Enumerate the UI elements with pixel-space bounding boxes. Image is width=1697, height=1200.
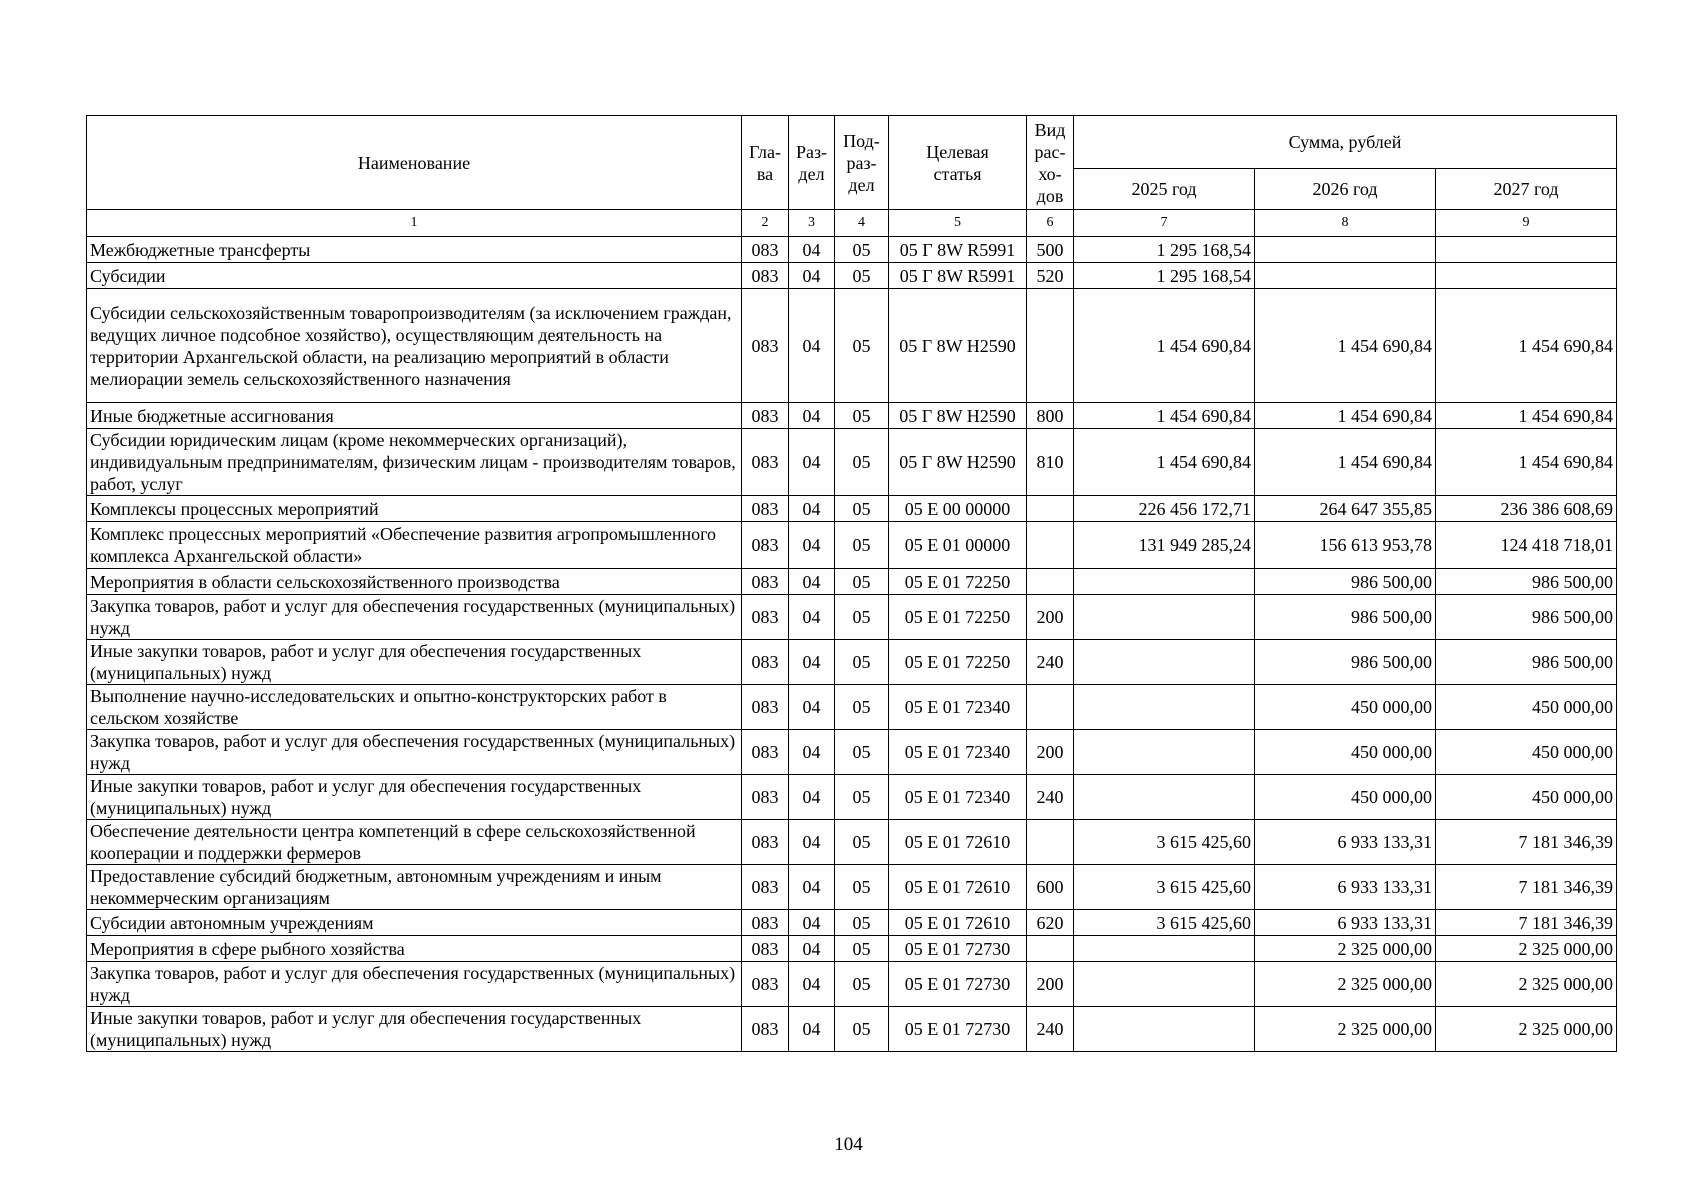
row-expense-type: 520 xyxy=(1027,263,1074,289)
row-name: Выполнение научно-исследовательских и опытно-конструкторских работ в сельском хозяйстве xyxy=(87,685,742,730)
page-number: 104 xyxy=(834,1134,863,1155)
table-row xyxy=(87,237,1617,263)
row-chapter: 083 xyxy=(742,910,789,936)
table-row xyxy=(87,595,1617,640)
header-chapter: Гла- ва xyxy=(742,116,789,210)
row-expense-type: 600 xyxy=(1027,865,1074,910)
row-section: 04 xyxy=(789,263,835,289)
column-index: 5 xyxy=(889,210,1027,237)
header-target-article: Целевая статья xyxy=(889,116,1027,210)
column-index: 3 xyxy=(789,210,835,237)
row-expense-type: 810 xyxy=(1027,429,1074,496)
row-sum-2025 xyxy=(1074,595,1255,640)
row-chapter: 083 xyxy=(742,775,789,820)
row-sum-2027: 1 454 690,84 xyxy=(1436,403,1617,429)
row-section: 04 xyxy=(789,569,835,595)
row-subsection: 05 xyxy=(835,730,889,775)
row-chapter: 083 xyxy=(742,595,789,640)
row-target-article: 05 Г 8W R5991 xyxy=(889,263,1027,289)
row-target-article: 05 Е 01 00000 xyxy=(889,522,1027,569)
table-row xyxy=(87,263,1617,289)
row-sum-2025: 1 454 690,84 xyxy=(1074,289,1255,403)
row-sum-2027 xyxy=(1436,237,1617,263)
column-index: 1 xyxy=(87,210,742,237)
row-expense-type: 240 xyxy=(1027,640,1074,685)
row-sum-2027 xyxy=(1436,263,1617,289)
row-sum-2027: 7 181 346,39 xyxy=(1436,820,1617,865)
row-chapter: 083 xyxy=(742,429,789,496)
row-section: 04 xyxy=(789,403,835,429)
row-sum-2025 xyxy=(1074,1007,1255,1052)
row-sum-2025: 1 295 168,54 xyxy=(1074,237,1255,263)
row-chapter: 083 xyxy=(742,820,789,865)
row-chapter: 083 xyxy=(742,289,789,403)
row-sum-2025: 3 615 425,60 xyxy=(1074,910,1255,936)
row-target-article: 05 Е 01 72610 xyxy=(889,865,1027,910)
row-expense-type xyxy=(1027,685,1074,730)
header-expense-type: Вид рас- хо- дов xyxy=(1027,116,1074,210)
row-name: Иные закупки товаров, работ и услуг для обеспечения государственных (муниципальных) нужд xyxy=(87,640,742,685)
row-target-article: 05 Е 01 72730 xyxy=(889,962,1027,1007)
header-section: Раз- дел xyxy=(789,116,835,210)
column-index: 6 xyxy=(1027,210,1074,237)
row-subsection: 05 xyxy=(835,1007,889,1052)
row-sum-2025 xyxy=(1074,936,1255,962)
row-sum-2026: 2 325 000,00 xyxy=(1255,962,1436,1007)
row-target-article: 05 Г 8W Н2590 xyxy=(889,289,1027,403)
table-row xyxy=(87,289,1617,403)
row-sum-2027: 124 418 718,01 xyxy=(1436,522,1617,569)
row-sum-2025: 3 615 425,60 xyxy=(1074,820,1255,865)
row-sum-2026 xyxy=(1255,263,1436,289)
row-subsection: 05 xyxy=(835,936,889,962)
row-section: 04 xyxy=(789,595,835,640)
row-sum-2026: 450 000,00 xyxy=(1255,730,1436,775)
row-section: 04 xyxy=(789,730,835,775)
row-section: 04 xyxy=(789,496,835,522)
row-sum-2025: 1 454 690,84 xyxy=(1074,429,1255,496)
table-row xyxy=(87,775,1617,820)
row-section: 04 xyxy=(789,685,835,730)
row-target-article: 05 Е 01 72610 xyxy=(889,820,1027,865)
row-chapter: 083 xyxy=(742,936,789,962)
row-subsection: 05 xyxy=(835,595,889,640)
row-target-article: 05 Е 01 72250 xyxy=(889,569,1027,595)
row-sum-2027: 1 454 690,84 xyxy=(1436,429,1617,496)
table-row xyxy=(87,569,1617,595)
row-sum-2026: 450 000,00 xyxy=(1255,775,1436,820)
table-row xyxy=(87,910,1617,936)
row-chapter: 083 xyxy=(742,640,789,685)
row-chapter: 083 xyxy=(742,403,789,429)
row-name: Субсидии xyxy=(87,263,742,289)
row-expense-type xyxy=(1027,522,1074,569)
row-sum-2025: 1 295 168,54 xyxy=(1074,263,1255,289)
header-year-2025: 2025 год xyxy=(1074,169,1255,210)
row-name: Закупка товаров, работ и услуг для обеспечения государственных (муниципальных) нужд xyxy=(87,730,742,775)
row-name: Комплексы процессных мероприятий xyxy=(87,496,742,522)
header-year-2026: 2026 год xyxy=(1255,169,1436,210)
row-name: Иные закупки товаров, работ и услуг для обеспечения государственных (муниципальных) нужд xyxy=(87,775,742,820)
row-target-article: 05 Е 01 72250 xyxy=(889,595,1027,640)
row-sum-2027: 2 325 000,00 xyxy=(1436,1007,1617,1052)
row-section: 04 xyxy=(789,865,835,910)
row-sum-2026: 986 500,00 xyxy=(1255,569,1436,595)
row-sum-2027: 450 000,00 xyxy=(1436,685,1617,730)
row-expense-type: 200 xyxy=(1027,962,1074,1007)
row-section: 04 xyxy=(789,429,835,496)
row-sum-2027: 7 181 346,39 xyxy=(1436,865,1617,910)
row-section: 04 xyxy=(789,289,835,403)
table-row xyxy=(87,685,1617,730)
row-name: Мероприятия в сфере рыбного хозяйства xyxy=(87,936,742,962)
row-name: Субсидии сельскохозяйственным товаропроизводителям (за исключением граждан, ведущих личное подсобное хозяйство), осуществляющим деятельность на территории Архангельской области, на реализацию мероприятий в области мелиорации земель сельскохозяйственного назначения xyxy=(87,289,742,403)
row-sum-2025: 3 615 425,60 xyxy=(1074,865,1255,910)
row-expense-type xyxy=(1027,569,1074,595)
row-sum-2026: 264 647 355,85 xyxy=(1255,496,1436,522)
row-sum-2027: 2 325 000,00 xyxy=(1436,936,1617,962)
table-row xyxy=(87,820,1617,865)
header-sum: Сумма, рублей xyxy=(1074,116,1617,169)
row-name: Иные закупки товаров, работ и услуг для обеспечения государственных (муниципальных) нужд xyxy=(87,1007,742,1052)
row-sum-2026: 450 000,00 xyxy=(1255,685,1436,730)
row-sum-2027: 2 325 000,00 xyxy=(1436,962,1617,1007)
row-sum-2027: 7 181 346,39 xyxy=(1436,910,1617,936)
row-sum-2027: 1 454 690,84 xyxy=(1436,289,1617,403)
row-sum-2025 xyxy=(1074,640,1255,685)
row-sum-2025 xyxy=(1074,775,1255,820)
row-sum-2025: 226 456 172,71 xyxy=(1074,496,1255,522)
row-subsection: 05 xyxy=(835,962,889,1007)
row-chapter: 083 xyxy=(742,237,789,263)
row-name: Закупка товаров, работ и услуг для обеспечения государственных (муниципальных) нужд xyxy=(87,595,742,640)
row-subsection: 05 xyxy=(835,429,889,496)
row-expense-type: 240 xyxy=(1027,775,1074,820)
row-section: 04 xyxy=(789,640,835,685)
row-sum-2025 xyxy=(1074,730,1255,775)
row-expense-type xyxy=(1027,820,1074,865)
row-section: 04 xyxy=(789,820,835,865)
header-name: Наименование xyxy=(87,116,742,210)
budget-table xyxy=(86,115,1617,1052)
row-chapter: 083 xyxy=(742,569,789,595)
table-row xyxy=(87,936,1617,962)
column-index: 9 xyxy=(1436,210,1617,237)
row-expense-type: 500 xyxy=(1027,237,1074,263)
header-subsection: Под- раз- дел xyxy=(835,116,889,210)
table-row xyxy=(87,865,1617,910)
row-subsection: 05 xyxy=(835,522,889,569)
row-target-article: 05 Е 01 72730 xyxy=(889,1007,1027,1052)
row-chapter: 083 xyxy=(742,1007,789,1052)
row-chapter: 083 xyxy=(742,263,789,289)
row-subsection: 05 xyxy=(835,569,889,595)
row-sum-2025: 131 949 285,24 xyxy=(1074,522,1255,569)
row-chapter: 083 xyxy=(742,685,789,730)
row-sum-2026: 156 613 953,78 xyxy=(1255,522,1436,569)
row-chapter: 083 xyxy=(742,865,789,910)
row-expense-type: 800 xyxy=(1027,403,1074,429)
row-sum-2027: 986 500,00 xyxy=(1436,640,1617,685)
row-target-article: 05 Е 01 72340 xyxy=(889,730,1027,775)
row-chapter: 083 xyxy=(742,962,789,1007)
row-expense-type xyxy=(1027,496,1074,522)
row-section: 04 xyxy=(789,775,835,820)
row-sum-2027: 450 000,00 xyxy=(1436,730,1617,775)
row-sum-2026: 1 454 690,84 xyxy=(1255,429,1436,496)
table-row xyxy=(87,403,1617,429)
row-sum-2026: 2 325 000,00 xyxy=(1255,1007,1436,1052)
row-sum-2025: 1 454 690,84 xyxy=(1074,403,1255,429)
row-sum-2025 xyxy=(1074,569,1255,595)
row-target-article: 05 Г 8W R5991 xyxy=(889,237,1027,263)
row-chapter: 083 xyxy=(742,496,789,522)
row-name: Предоставление субсидий бюджетным, автономным учреждениям и иным некоммерческим организациям xyxy=(87,865,742,910)
table-row xyxy=(87,522,1617,569)
row-chapter: 083 xyxy=(742,730,789,775)
row-sum-2026 xyxy=(1255,237,1436,263)
row-subsection: 05 xyxy=(835,820,889,865)
row-subsection: 05 xyxy=(835,403,889,429)
row-sum-2027: 986 500,00 xyxy=(1436,569,1617,595)
row-section: 04 xyxy=(789,237,835,263)
row-sum-2027: 236 386 608,69 xyxy=(1436,496,1617,522)
row-target-article: 05 Е 01 72340 xyxy=(889,685,1027,730)
column-index: 4 xyxy=(835,210,889,237)
row-sum-2026: 6 933 133,31 xyxy=(1255,820,1436,865)
table-row xyxy=(87,730,1617,775)
row-target-article: 05 Г 8W Н2590 xyxy=(889,429,1027,496)
row-name: Закупка товаров, работ и услуг для обеспечения государственных (муниципальных) нужд xyxy=(87,962,742,1007)
row-name: Межбюджетные трансферты xyxy=(87,237,742,263)
row-target-article: 05 Е 00 00000 xyxy=(889,496,1027,522)
row-expense-type xyxy=(1027,289,1074,403)
row-subsection: 05 xyxy=(835,496,889,522)
row-sum-2026: 2 325 000,00 xyxy=(1255,936,1436,962)
row-section: 04 xyxy=(789,962,835,1007)
row-sum-2026: 986 500,00 xyxy=(1255,595,1436,640)
row-expense-type: 240 xyxy=(1027,1007,1074,1052)
column-index: 2 xyxy=(742,210,789,237)
column-index: 7 xyxy=(1074,210,1255,237)
row-section: 04 xyxy=(789,936,835,962)
column-index-row xyxy=(87,210,1617,237)
table-row xyxy=(87,429,1617,496)
row-section: 04 xyxy=(789,1007,835,1052)
row-target-article: 05 Е 01 72340 xyxy=(889,775,1027,820)
table-row xyxy=(87,962,1617,1007)
row-sum-2025 xyxy=(1074,685,1255,730)
row-expense-type: 200 xyxy=(1027,730,1074,775)
row-chapter: 083 xyxy=(742,522,789,569)
row-expense-type xyxy=(1027,936,1074,962)
row-sum-2027: 450 000,00 xyxy=(1436,775,1617,820)
table-row xyxy=(87,640,1617,685)
row-subsection: 05 xyxy=(835,640,889,685)
row-target-article: 05 Е 01 72250 xyxy=(889,640,1027,685)
row-sum-2026: 986 500,00 xyxy=(1255,640,1436,685)
row-expense-type: 200 xyxy=(1027,595,1074,640)
table-row xyxy=(87,1007,1617,1052)
header-year-2027: 2027 год xyxy=(1436,169,1617,210)
row-target-article: 05 Е 01 72730 xyxy=(889,936,1027,962)
row-name: Комплекс процессных мероприятий «Обеспечение развития агропромышленного комплекса Архангельской области» xyxy=(87,522,742,569)
row-subsection: 05 xyxy=(835,685,889,730)
row-subsection: 05 xyxy=(835,865,889,910)
row-sum-2026: 1 454 690,84 xyxy=(1255,289,1436,403)
row-sum-2026: 6 933 133,31 xyxy=(1255,865,1436,910)
row-name: Обеспечение деятельности центра компетенций в сфере сельскохозяйственной кооперации и поддержки фермеров xyxy=(87,820,742,865)
row-name: Субсидии автономным учреждениям xyxy=(87,910,742,936)
row-section: 04 xyxy=(789,910,835,936)
row-subsection: 05 xyxy=(835,775,889,820)
row-sum-2027: 986 500,00 xyxy=(1436,595,1617,640)
row-section: 04 xyxy=(789,522,835,569)
row-sum-2026: 1 454 690,84 xyxy=(1255,403,1436,429)
row-subsection: 05 xyxy=(835,289,889,403)
row-name: Иные бюджетные ассигнования xyxy=(87,403,742,429)
row-target-article: 05 Е 01 72610 xyxy=(889,910,1027,936)
row-expense-type: 620 xyxy=(1027,910,1074,936)
row-subsection: 05 xyxy=(835,910,889,936)
row-sum-2026: 6 933 133,31 xyxy=(1255,910,1436,936)
row-subsection: 05 xyxy=(835,237,889,263)
column-index: 8 xyxy=(1255,210,1436,237)
row-sum-2025 xyxy=(1074,962,1255,1007)
row-target-article: 05 Г 8W Н2590 xyxy=(889,403,1027,429)
row-name: Субсидии юридическим лицам (кроме некоммерческих организаций), индивидуальным предпринимателям, физическим лицам - производителям товаров, работ, услуг xyxy=(87,429,742,496)
table-row xyxy=(87,496,1617,522)
row-name: Мероприятия в области сельскохозяйственного производства xyxy=(87,569,742,595)
row-subsection: 05 xyxy=(835,263,889,289)
